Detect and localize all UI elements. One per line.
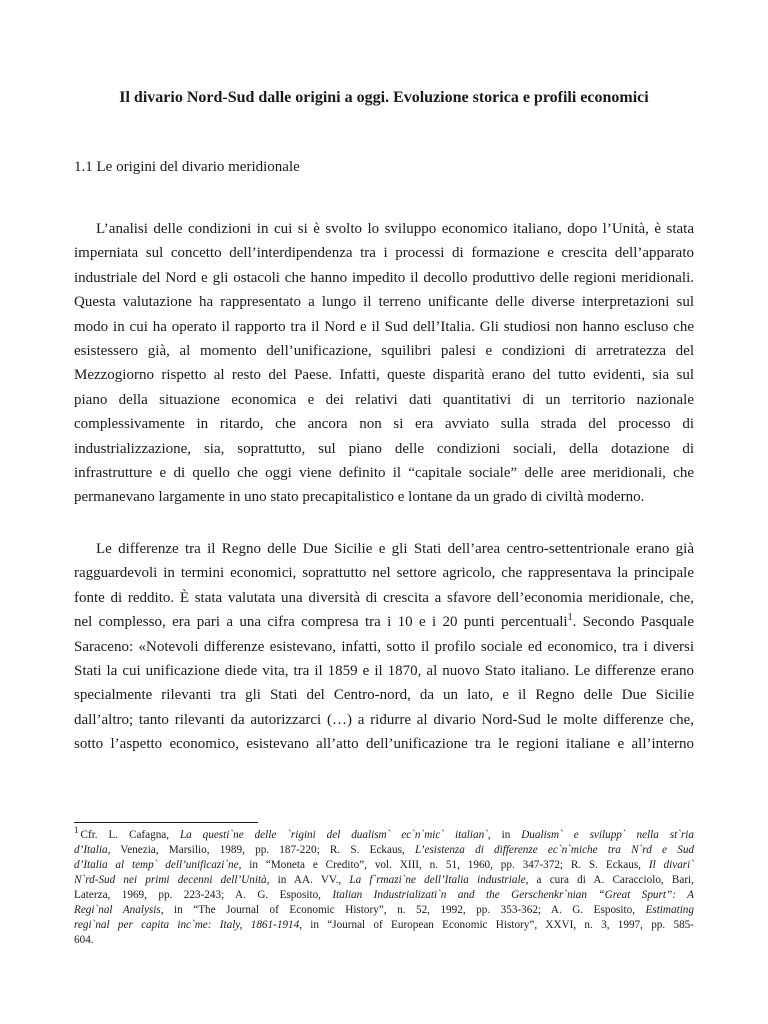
paragraph-line: industriale del Nord e gli ostacoli che hanno impedito il decollo produttivo delle regioni meridionali. [74, 269, 694, 286]
footnote-marker: 1 [74, 825, 79, 836]
footnote-title: d’Italia [74, 844, 108, 856]
paragraph-line-text: nel complesso, era pari a una cifra compresa tra i 10 e i 20 punti percentuali [74, 614, 568, 631]
footnote-line [74, 858, 694, 873]
section-heading: 1.1 Le origini del divario meridionale [74, 159, 300, 175]
paragraph-line: L’analisi delle condizioni in cui si è svolto lo sviluppo economico italiano, dopo l’Unità, è stata [96, 221, 694, 237]
paragraph-line: Questa valutazione ha rappresentato a lungo il terreno unificante delle diverse interpretazioni sul [74, 294, 694, 311]
paragraph-line-with-footnote [74, 610, 694, 634]
footnote-line [74, 825, 695, 843]
footnote-text: , in “The Journal of Economic History”, n. 52, 1992, pp. 353-362; A. G. Esposito, [160, 904, 646, 916]
footnote-line [74, 918, 694, 933]
document-title: Il divario Nord-Sud dalle origini a oggi. Evoluzione storica e profili economici [119, 89, 649, 106]
paragraph-line: esistessero già, al momento dell’unificazione, squilibri palesi e condizioni di arretratezza del [74, 343, 694, 360]
footnote-title: d’Italia al temp` dell’unificazi`ne [74, 859, 239, 871]
paragraph-line: imperniata sul concetto dell’interdipendenza tra i processi di formazione e crescita dell’apparato [74, 245, 694, 262]
footnote-line [74, 888, 694, 903]
footnote-line [74, 903, 694, 918]
footnote [74, 825, 695, 948]
footnote-line [74, 933, 694, 948]
paragraph-line: infrastrutture e di quello che oggi viene definito il “capitale sociale” delle aree meridionali, che [74, 465, 694, 482]
paragraph-line: piano della situazione economica e dei relativi dati quantitativi di un territorio nazionale [74, 391, 694, 408]
footnote-title: N`rd-Sud nei primi decenni dell’Unità [74, 874, 267, 886]
footnote-text: Laterza, 1969, pp. 223-243; A. G. Esposito, [74, 889, 333, 901]
footnote-text: Cfr. L. Cafagna, [80, 829, 180, 841]
footnote-text: , in AA. VV., [266, 874, 350, 886]
paragraph-line: Stati la cui unificazione diede vita, tra il 1859 e il 1870, al nuovo Stato italiano. Le differenze erano [74, 663, 694, 680]
footnote-text: , in [487, 829, 522, 841]
paragraph-line: complessivamente in ritardo, che ancora non si era avviato sulla strada del processo di [74, 416, 694, 433]
footnote-title: Regi`nal Analysis [74, 904, 161, 916]
paragraph-line: Le differenze tra il Regno delle Due Sicilie e gli Stati dell’area centro-settentrionale erano già [96, 541, 694, 557]
paragraph-line: dall’altro; tanto rilevanti da autorizzarci (…) a ridurre al divario Nord-Sud le molte differenze che, [74, 711, 694, 728]
footnote-title: Dualism` e svilupp` nella st`ria [521, 829, 695, 841]
footnote-text: , a cura di A. Caracciolo, Bari, [525, 874, 694, 886]
footnote-title: Il divari` [648, 859, 694, 871]
footnote-line [74, 843, 694, 858]
footnote-reference[interactable]: 1 [567, 612, 573, 624]
footnote-title: regi`nal per capita inc`me: Italy, 1861-1914 [74, 919, 300, 931]
footnote-text: , in “Moneta e Credito”, vol. XIII, n. 51, 1960, pp. 347-372; R. S. Eckaus, [238, 859, 649, 871]
paragraph-line: Mezzogiorno rispetto al resto del Paese. Infatti, queste disparità erano del tutto evidenti, sia sul [74, 367, 694, 384]
paragraph-line: permanevano largamente in uno stato precapitalistico e lontane da un grado di civiltà moderno. [74, 489, 645, 506]
footnote-title: La f`rmazi`ne dell’Italia industriale [349, 874, 526, 886]
paragraph-line: specialmente rilevanti tra gli Stati del Centro-nord, da un lato, e il Regno delle Due Sicilie [74, 687, 694, 704]
paragraph-2 [74, 537, 694, 757]
footnote-title: Italian Industrializati`n and the Gerschenkr`nian “Great Spurt”: A [332, 889, 694, 901]
footnote-text: , Venezia, Marsilio, 1989, pp. 187-220; R. S. Eckaus, [107, 844, 415, 856]
paragraph-line: sotto l’aspetto economico, esistevano all’atto dell’unificazione tra le regioni italiane e all’interno [74, 736, 694, 753]
footnote-title: L’esistenza di differenze ec`n`miche tra N`rd e Sud [414, 844, 695, 856]
paragraph-line: ragguardevoli in termini economici, soprattutto nel settore agricolo, che rappresentava la principale [74, 565, 694, 582]
footnote-separator [74, 822, 258, 823]
paragraph-line: industrializzazione, sia, soprattutto, sul piano delle condizioni sociali, della dotazione di [74, 440, 694, 457]
paragraph-line: modo in cui ha operato il rapporto tra il Nord e il Sud dell’Italia. Gli studiosi non hanno escluso che [74, 318, 694, 335]
footnote-line [74, 873, 694, 888]
footnote-text: , in “Journal of European Economic History”, XXVI, n. 3, 1997, pp. 585- [299, 919, 694, 931]
paragraph-line: fonte di reddito. È stata valutata una diversità di crescita a sfavore dell’economia meridionale, che, [74, 589, 694, 606]
footnote-title: Estimating [645, 904, 694, 916]
paragraph-line: Saraceno: «Notevoli differenze esistevano, infatti, sotto il profilo sociale ed economico, tra i diversi [74, 638, 694, 655]
paragraph-line-tail: . Secondo Pasquale [572, 614, 694, 631]
footnote-title: La questi`ne delle `rigini del dualism` ec`n`mic` italian` [179, 829, 488, 841]
footnote-text: 604. [74, 934, 94, 946]
paragraph-1 [74, 217, 694, 510]
